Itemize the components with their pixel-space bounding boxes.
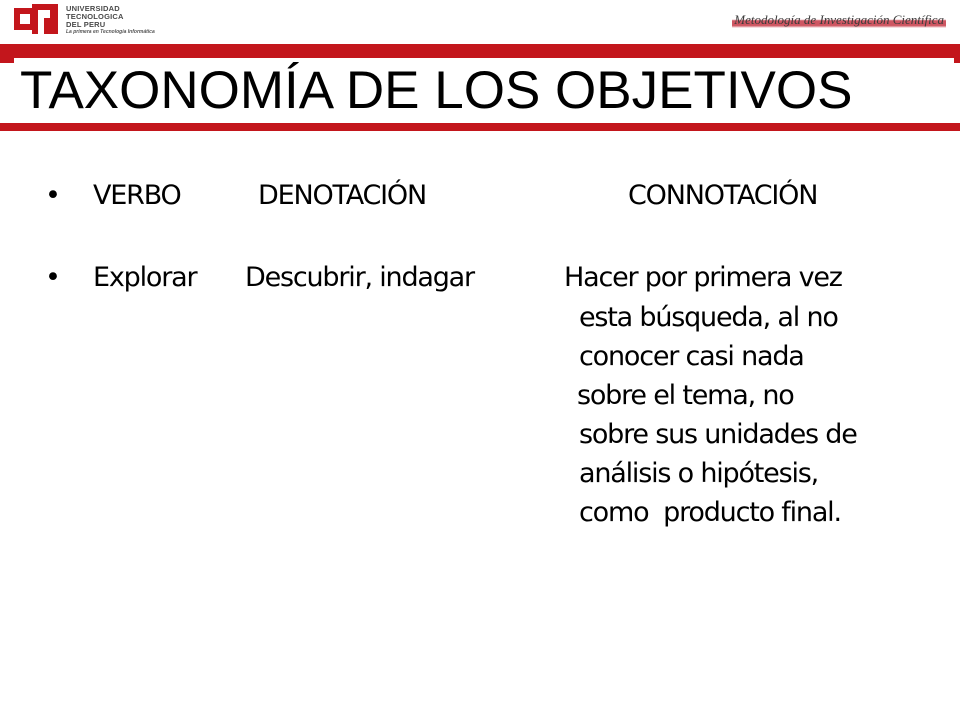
entry-connotation-line-6: análisis o hipótesis, xyxy=(579,458,819,489)
entry-verb: Explorar xyxy=(93,262,197,293)
logo-line-2: TECNOLOGICA xyxy=(66,12,124,21)
entry-connotation-line-3: conocer casi nada xyxy=(579,341,804,372)
entry-connotation-line-1: Hacer por primera vez xyxy=(564,262,842,293)
logo-tagline: La primera en Tecnología Informática xyxy=(66,29,155,35)
slide-title: TAXONOMÍA DE LOS OBJETIVOS xyxy=(14,58,954,124)
column-header-denotation: DENOTACIÓN xyxy=(258,180,426,211)
university-logo xyxy=(14,4,154,38)
course-title: Metodología de Investigación Científica xyxy=(734,12,944,27)
bullet-icon: • xyxy=(45,180,60,211)
utp-logo-mark-icon xyxy=(14,4,62,34)
title-red-underline xyxy=(0,123,960,131)
bullet-icon: • xyxy=(45,262,60,293)
column-header-verb: VERBO xyxy=(93,180,181,211)
logo-line-1: UNIVERSIDAD xyxy=(66,4,120,13)
column-header-connotation: CONNOTACIÓN xyxy=(628,180,818,211)
entry-connotation-line-7: como producto final. xyxy=(579,497,841,528)
entry-connotation-line-4: sobre el tema, no xyxy=(577,380,794,411)
entry-connotation-line-2: esta búsqueda, al no xyxy=(579,302,838,333)
logo-line-3: DEL PERU xyxy=(66,20,106,29)
entry-connotation-line-5: sobre sus unidades de xyxy=(579,419,857,450)
logo-text xyxy=(66,5,156,35)
entry-denotation: Descubrir, indagar xyxy=(245,262,474,293)
